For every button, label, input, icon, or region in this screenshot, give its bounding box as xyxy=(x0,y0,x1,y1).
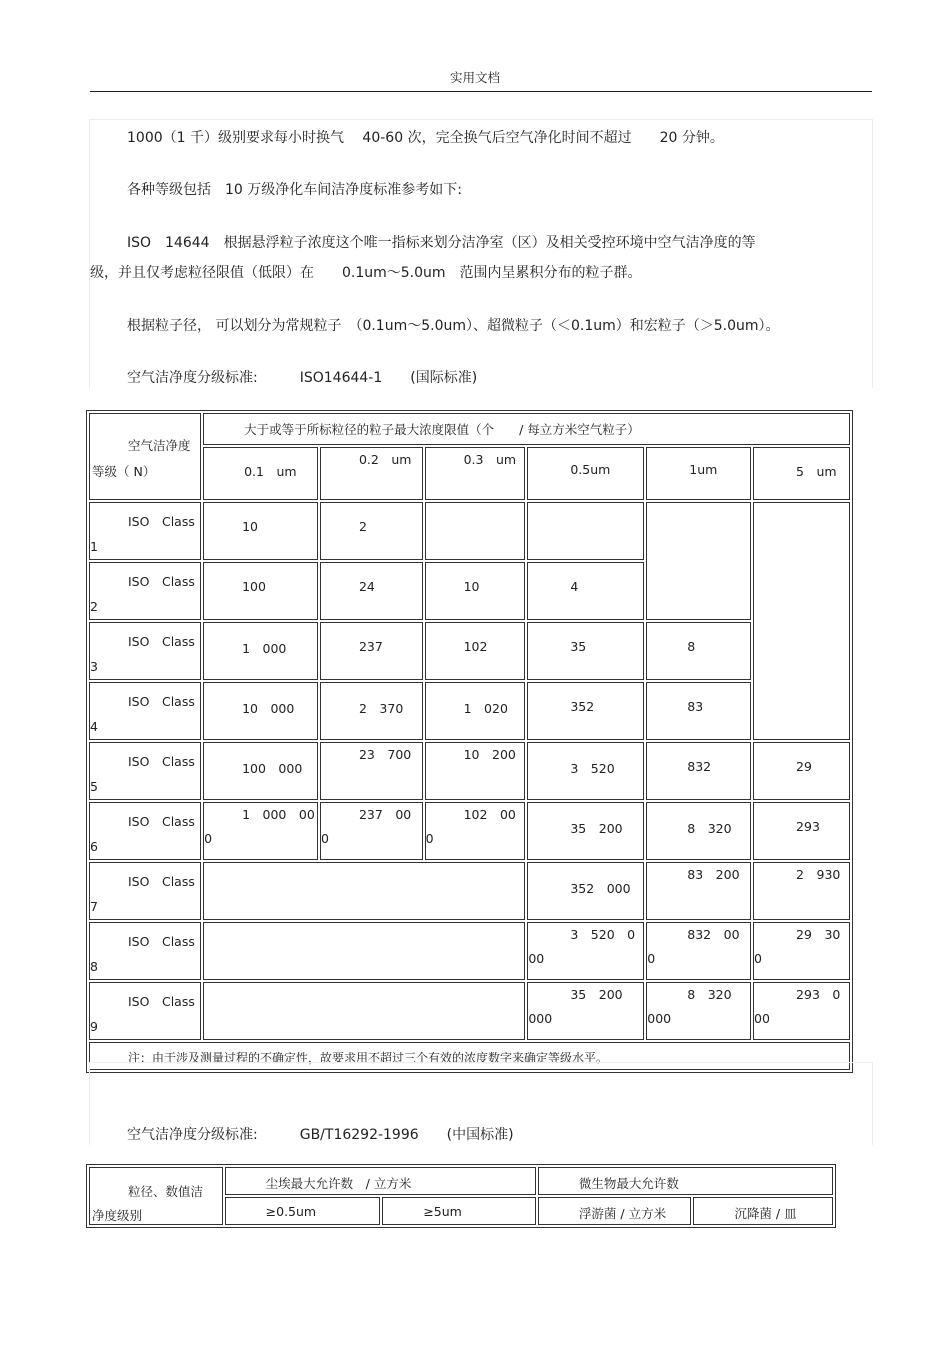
cell-empty xyxy=(203,982,525,1040)
corner-header xyxy=(89,413,201,500)
col-header-5um: 5 um xyxy=(753,447,850,500)
cell-value: 2 930 xyxy=(753,862,850,920)
group-header: 大于或等于所标粒径的粒子最大浓度限值（个 / 每立方米空气粒子） xyxy=(203,413,850,445)
cell-value: 1 000 xyxy=(203,622,318,680)
cell-value: 83 xyxy=(646,682,751,740)
cell-value: 10 xyxy=(425,562,526,620)
cell-empty xyxy=(203,922,525,980)
gb-corner-line-1: 粒径、数值洁 xyxy=(128,1184,204,1199)
cell-value: 293 000 xyxy=(753,982,850,1040)
cell-value: 102 xyxy=(425,622,526,680)
cell-value: 832 xyxy=(646,742,751,800)
paragraph-particle-size: 根据粒子径， 可以划分为常规粒子 （0.1um～5.0um）、超微粒子（＜0.1um）和宏粒子（＞5.0um）。 xyxy=(127,318,780,334)
cell-value: 8 320 xyxy=(646,802,751,860)
cell-value: 10 200 xyxy=(425,742,526,800)
cell-value: 29 300 xyxy=(753,922,850,980)
col-header-0.3um: 0.3 um xyxy=(425,447,526,500)
cell-value: 100 000 xyxy=(203,742,318,800)
col-header-0.5um: 0.5um xyxy=(527,447,644,500)
cell-value: 293 xyxy=(753,802,850,860)
cell-empty xyxy=(527,502,644,560)
text-panel-1 xyxy=(89,119,873,388)
paragraph-iso-line2: 级，并且仅考虑粒径限值（低限）在 0.1um～5.0um 范围内呈累积分布的粒子群。 xyxy=(90,265,642,281)
paragraph-gb-standard: 空气洁净度分级标准: GB/T16292-1996 (中国标准) xyxy=(127,1127,514,1143)
sub-header-0.5um: ≥0.5um xyxy=(225,1197,381,1225)
cell-value: 102 000 xyxy=(425,802,526,860)
class-label: ISO Class 5 xyxy=(89,742,201,800)
cell-value: 3 520 000 xyxy=(527,922,644,980)
cell-value: 100 xyxy=(203,562,318,620)
cell-value: 10 000 xyxy=(203,682,318,740)
corner-line-2: 等级（ N） xyxy=(92,464,156,479)
paragraph-air-change: 1000（1 千）级别要求每小时换气 40-60 次，完全换气后空气净化时间不超过 20 分钟。 xyxy=(127,130,724,146)
col-header-1um: 1um xyxy=(646,447,751,500)
cell-empty xyxy=(646,502,751,620)
cell-value: 1 000 000 xyxy=(203,802,318,860)
paragraph-grades: 各种等级包括 10 万级净化车间洁净度标准参考如下: xyxy=(127,182,462,198)
cell-value: 2 xyxy=(320,502,423,560)
gb-corner-header xyxy=(89,1167,223,1225)
col-header-0.1um: 0.1 um xyxy=(203,447,318,500)
class-label: ISO Class 7 xyxy=(89,862,201,920)
microbe-header: 微生物最大允许数 xyxy=(538,1167,833,1195)
sub-header-5um: ≥5um xyxy=(382,1197,536,1225)
class-label: ISO Class 6 xyxy=(89,802,201,860)
cell-empty xyxy=(425,502,526,560)
cell-value: 4 xyxy=(527,562,644,620)
cell-value: 23 700 xyxy=(320,742,423,800)
cell-value: 35 xyxy=(527,622,644,680)
cell-value: 2 370 xyxy=(320,682,423,740)
col-header-0.2um: 0.2 um xyxy=(320,447,423,500)
cell-value: 1 020 xyxy=(425,682,526,740)
class-label: ISO Class 3 xyxy=(89,622,201,680)
class-label: ISO Class 1 xyxy=(89,502,201,560)
class-label: ISO Class 8 xyxy=(89,922,201,980)
cell-value: 35 200 xyxy=(527,802,644,860)
cell-value: 10 xyxy=(203,502,318,560)
iso-cleanliness-table xyxy=(86,410,853,1073)
class-label: ISO Class 9 xyxy=(89,982,201,1040)
cell-empty xyxy=(203,862,525,920)
cell-value: 352 xyxy=(527,682,644,740)
cell-value: 29 xyxy=(753,742,850,800)
cell-value: 352 000 xyxy=(527,862,644,920)
header-divider xyxy=(90,91,872,92)
cell-value: 237 000 xyxy=(320,802,423,860)
class-label: ISO Class 2 xyxy=(89,562,201,620)
cell-value: 3 520 xyxy=(527,742,644,800)
paragraph-iso-line1: ISO 14644 根据悬浮粒子浓度这个唯一指标来划分洁净室（区）及相关受控环境中空气洁净度的等 xyxy=(127,235,756,251)
dust-header: 尘埃最大允许数 / 立方米 xyxy=(225,1167,536,1195)
cell-value: 832 000 xyxy=(646,922,751,980)
cell-value: 83 200 xyxy=(646,862,751,920)
page-header: 实用文档 xyxy=(449,70,500,85)
paragraph-iso-standard: 空气洁净度分级标准: ISO14644-1 (国际标准) xyxy=(127,370,478,386)
gb-cleanliness-table xyxy=(86,1164,836,1228)
cell-value: 8 320 000 xyxy=(646,982,751,1040)
corner-line-1: 空气洁净度 xyxy=(128,438,191,453)
cell-value: 24 xyxy=(320,562,423,620)
sub-header-settling: 沉降菌 / 皿 xyxy=(693,1197,833,1225)
gb-corner-line-2: 净度级别 xyxy=(92,1208,143,1223)
sub-header-airborne: 浮游菌 / 立方米 xyxy=(538,1197,691,1225)
class-label: ISO Class 4 xyxy=(89,682,201,740)
cell-empty xyxy=(753,502,850,740)
cell-value: 8 xyxy=(646,622,751,680)
cell-value: 35 200 000 xyxy=(527,982,644,1040)
cell-value: 237 xyxy=(320,622,423,680)
table-note: 注：由于涉及测量过程的不确定性，故要求用不超过三个有效的浓度数字来确定等级水平。 xyxy=(89,1042,850,1070)
